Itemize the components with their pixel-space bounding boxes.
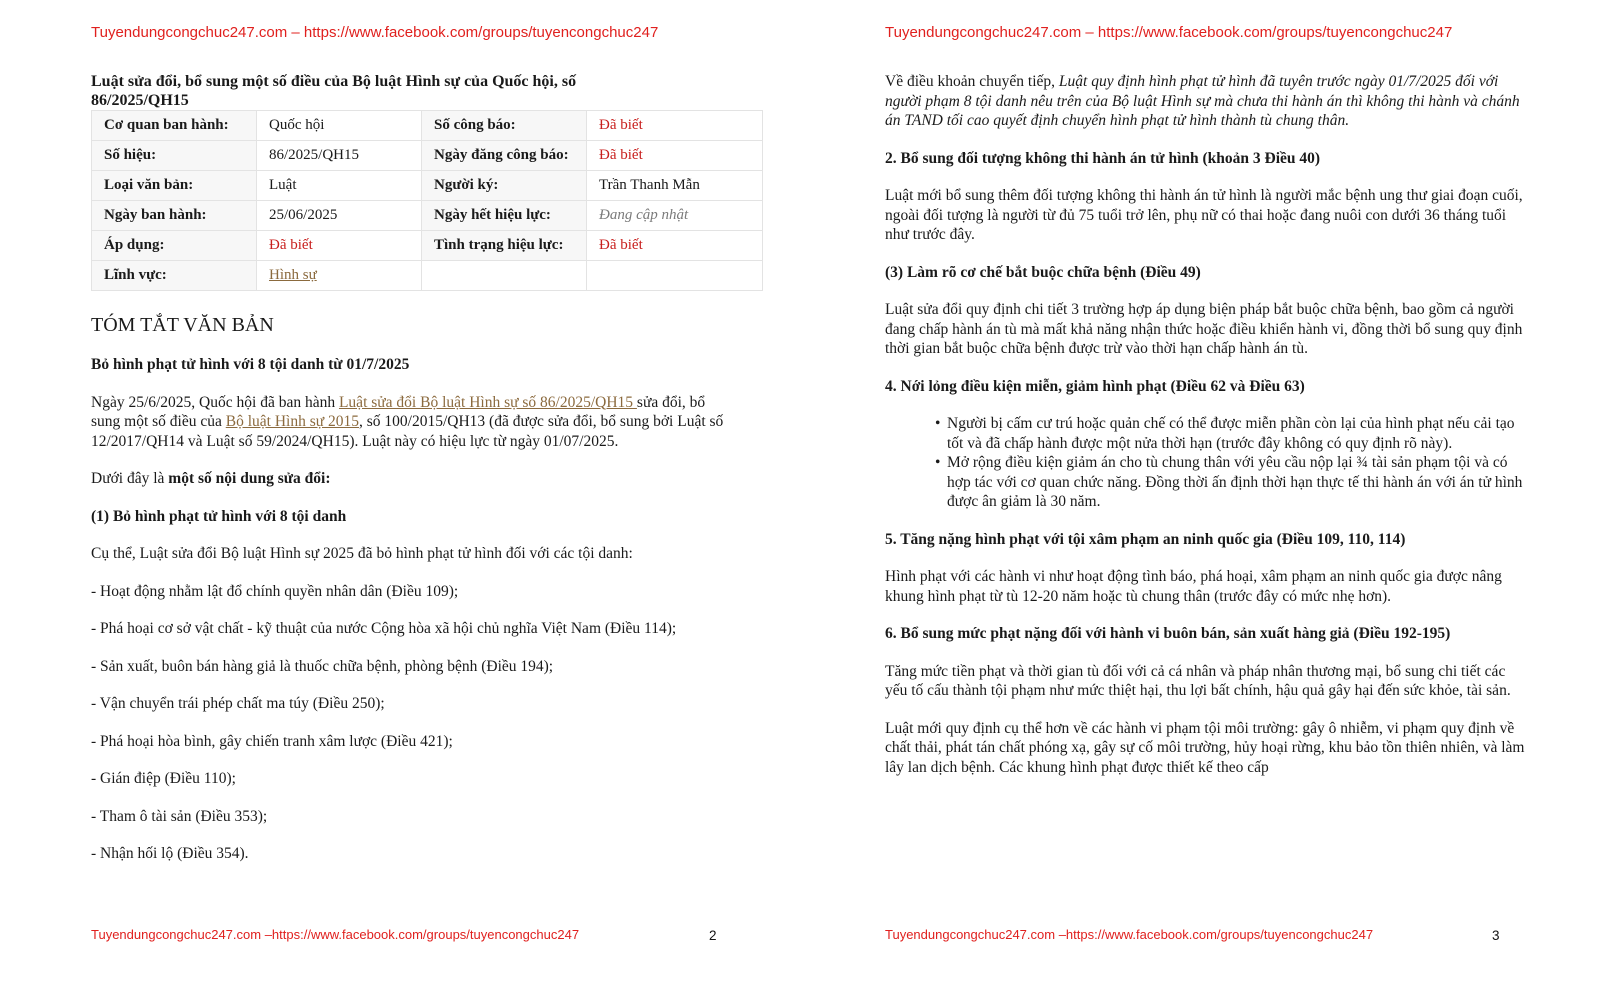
crime-item: - Gián điệp (Điều 110); [91,770,236,787]
page-3-content [885,72,1525,777]
crime-item: - Phá hoại hòa bình, gây chiến tranh xâm lược (Điều 421); [91,732,453,750]
intro-text: , số 100/2015/QH13 (đã được sửa đổi, bổ sung bởi Luật số 12/2017/QH14 và Luật số 59/2024/QH15). Luật này có hiệu lực từ ngày 01/07/2025. [91,413,724,450]
section-4-heading: 4. Nới lỏng điều kiện miễn, giảm hình phạt (Điều 62 và Điều 63) [885,377,1305,395]
table-row [92,261,763,291]
section-3-heading: (3) Làm rõ cơ chế bắt buộc chữa bệnh (Điều 49) [885,263,1201,281]
text: Dưới đây là [91,470,169,487]
below-intro-paragraph [91,469,731,489]
text: Về điều khoản chuyển tiếp, [885,73,1059,90]
empty-cell [422,261,587,291]
info-value-status[interactable]: Đã biết [257,231,422,261]
page-header-watermark: Tuyendungcongchuc247.com – https://www.facebook.com/groups/tuyencongchuc247 [885,24,1453,41]
crime-item: - Tham ô tài sản (Điều 353); [91,807,268,825]
list-item-text: Người bị cấm cư trú hoặc quản chế có thể được miễn phần còn lại của hình phạt nếu cải tạo tốt và đã chấp hành được một nửa thời hạn (trước đây không có quy định rõ này). [947,415,1515,452]
field-link[interactable]: Hình sự [269,267,317,283]
empty-cell [587,261,763,291]
info-value: 86/2025/QH15 [257,141,422,171]
transition-paragraph [885,72,1525,131]
section-2-text: Luật mới bổ sung thêm đối tượng không thi hành án tử hình là người mắc bệnh ung thư giai đoạn cuối, ngoài đối tượng là người từ đủ 75 tuổi trở lên, phụ nữ có thai hoặc đang nuôi con dưới 36 tháng tuổi như trước đây. [885,187,1523,243]
info-value: Quốc hội [257,111,422,141]
crime-item: - Hoạt động nhằm lật đổ chính quyền nhân dân (Điều 109); [91,582,459,600]
info-label: Ngày hết hiệu lực: [422,201,587,231]
section-7-text: Luật mới quy định cụ thể hơn về các hành vi phạm tội môi trường: gây ô nhiễm, vi phạm quy định về chất thải, phát tán chất phóng xạ, gây sự cố môi trường, hủy hoại rừng, khu bảo tồn thiên nhiên, và làm lây lan dịch bệnh. Các khung hình phạt được thiết kế theo cấp [885,719,1525,776]
info-label: Người ký: [422,171,587,201]
intro-paragraph [91,393,731,452]
crime-item: - Phá hoại cơ sở vật chất - kỹ thuật của nước Cộng hòa xã hội chủ nghĩa Việt Nam (Điều 114); [91,620,677,637]
section-2-heading: 2. Bổ sung đối tượng không thi hành án tử hình (khoản 3 Điều 40) [885,149,1321,167]
page-footer-watermark: Tuyendungcongchuc247.com –https://www.facebook.com/groups/tuyencongchuc247 [91,927,580,942]
intro-text: sửa đổi, bổ sung một số điều của [91,393,706,430]
section-6-text: Tăng mức tiền phạt và thời gian tù đối với cả cá nhân và pháp nhân thương mại, bổ sung chi tiết các yếu tố cấu thành tội phạm như mức thiệt hại, thu lợi bất chính, hậu quả gây hại đến sức khỏe, tài sản. [885,662,1511,699]
page-2-content [91,72,731,864]
info-label: Số hiệu: [92,141,257,171]
info-label: Lĩnh vực: [92,261,257,291]
info-value: 25/06/2025 [257,201,422,231]
info-value: Trần Thanh Mẫn [587,171,763,201]
table-row [92,111,763,141]
page-number: 3 [1492,928,1500,943]
section-4-list [885,414,1525,512]
summary-heading: TÓM TẮT VĂN BẢN [91,314,274,336]
info-value-status[interactable]: Đã biết [587,111,763,141]
page-footer-watermark: Tuyendungcongchuc247.com –https://www.facebook.com/groups/tuyencongchuc247 [885,927,1374,942]
info-label: Cơ quan ban hành: [92,111,257,141]
section-3-text: Luật sửa đổi quy định chi tiết 3 trường hợp áp dụng biện pháp bắt buộc chữa bệnh, bao gồm cả người đang chấp hành án tù mà mất khả năng nhận thức hoặc điều khiển hành vi, đồng thời bổ sung quy định thời gian bắt buộc chữa bệnh được trừ vào thời hạn chấp hành án tù. [885,301,1523,357]
list-item [935,453,1525,512]
table-row [92,141,763,171]
info-value-updating: Đang cập nhật [587,201,763,231]
info-value-status[interactable]: Đã biết [587,231,763,261]
section-5-text: Hình phạt với các hành vi như hoạt động tình báo, phá hoại, xâm phạm an ninh quốc gia được nâng khung hình phạt từ tù 12-20 năm hoặc tù chung thân (trước đây có mức nhẹ hơn). [885,568,1502,605]
crime-item: - Sản xuất, buôn bán hàng giả là thuốc chữa bệnh, phòng bệnh (Điều 194); [91,657,554,675]
page-number: 2 [709,928,717,943]
info-value: Luật [257,171,422,201]
crime-item: - Nhận hối lộ (Điều 354). [91,845,249,862]
section-1-heading: (1) Bỏ hình phạt tử hình với 8 tội danh [91,507,347,525]
bold-text: một số nội dung sửa đổi: [168,470,331,487]
table-row [92,201,763,231]
crime-item: - Vận chuyển trái phép chất ma túy (Điều 250); [91,695,385,712]
document-info-table [91,110,763,291]
list-item-text: Mở rộng điều kiện giảm án cho tù chung thân với yêu cầu nộp lại ¾ tài sản phạm tội và có hợp tác với cơ quan chức năng. Đồng thời ấn định thời hạn thực tế thi hành án với án tử hình được ân giảm là 30 năm. [947,454,1523,510]
italic-text: Luật quy định hình phạt tử hình đã tuyên trước ngày 01/7/2025 đối với người phạm 8 tội danh nêu trên của Bộ luật Hình sự mà chưa thi hành án thì không thi hành và chánh án TAND tối cao quyết định chuyển hình phạt tử hình thành tù chung thân. [885,73,1520,129]
bullet-icon: • [935,415,941,432]
section-1-text: Cụ thể, Luật sửa đổi Bộ luật Hình sự 2025 đã bỏ hình phạt tử hình đối với các tội danh: [91,545,633,562]
info-label: Số công báo: [422,111,587,141]
bullet-icon: • [935,454,941,471]
info-value-status[interactable]: Đã biết [587,141,763,171]
intro-text: Ngày 25/6/2025, Quốc hội đã ban hành [91,393,339,411]
page-header-watermark: Tuyendungcongchuc247.com – https://www.facebook.com/groups/tuyencongchuc247 [91,24,659,41]
table-row [92,231,763,261]
criminal-code-link[interactable]: Bộ luật Hình sự 2015 [225,413,360,430]
info-label: Tình trạng hiệu lực: [422,231,587,261]
info-label: Áp dụng: [92,231,257,261]
info-label: Ngày ban hành: [92,201,257,231]
list-item [935,414,1525,453]
info-value-cell [257,261,422,291]
summary-subheading: Bỏ hình phạt tử hình với 8 tội danh từ 01/7/2025 [91,356,410,373]
amended-law-link[interactable]: Luật sửa đổi Bộ luật Hình sự số 86/2025/QH15 [338,393,637,411]
info-label: Loại văn bản: [92,171,257,201]
table-row [92,171,763,201]
document-page-3 [800,0,1600,1005]
info-label: Ngày đăng công báo: [422,141,587,171]
section-6-heading: 6. Bổ sung mức phạt nặng đối với hành vi buôn bán, sản xuất hàng giả (Điều 192-195) [885,625,1451,642]
document-title: Luật sửa đổi, bổ sung một số điều của Bộ luật Hình sự của Quốc hội, số 86/2025/QH15 [91,73,577,109]
section-5-heading: 5. Tăng nặng hình phạt với tội xâm phạm an ninh quốc gia (Điều 109, 110, 114) [885,530,1406,548]
